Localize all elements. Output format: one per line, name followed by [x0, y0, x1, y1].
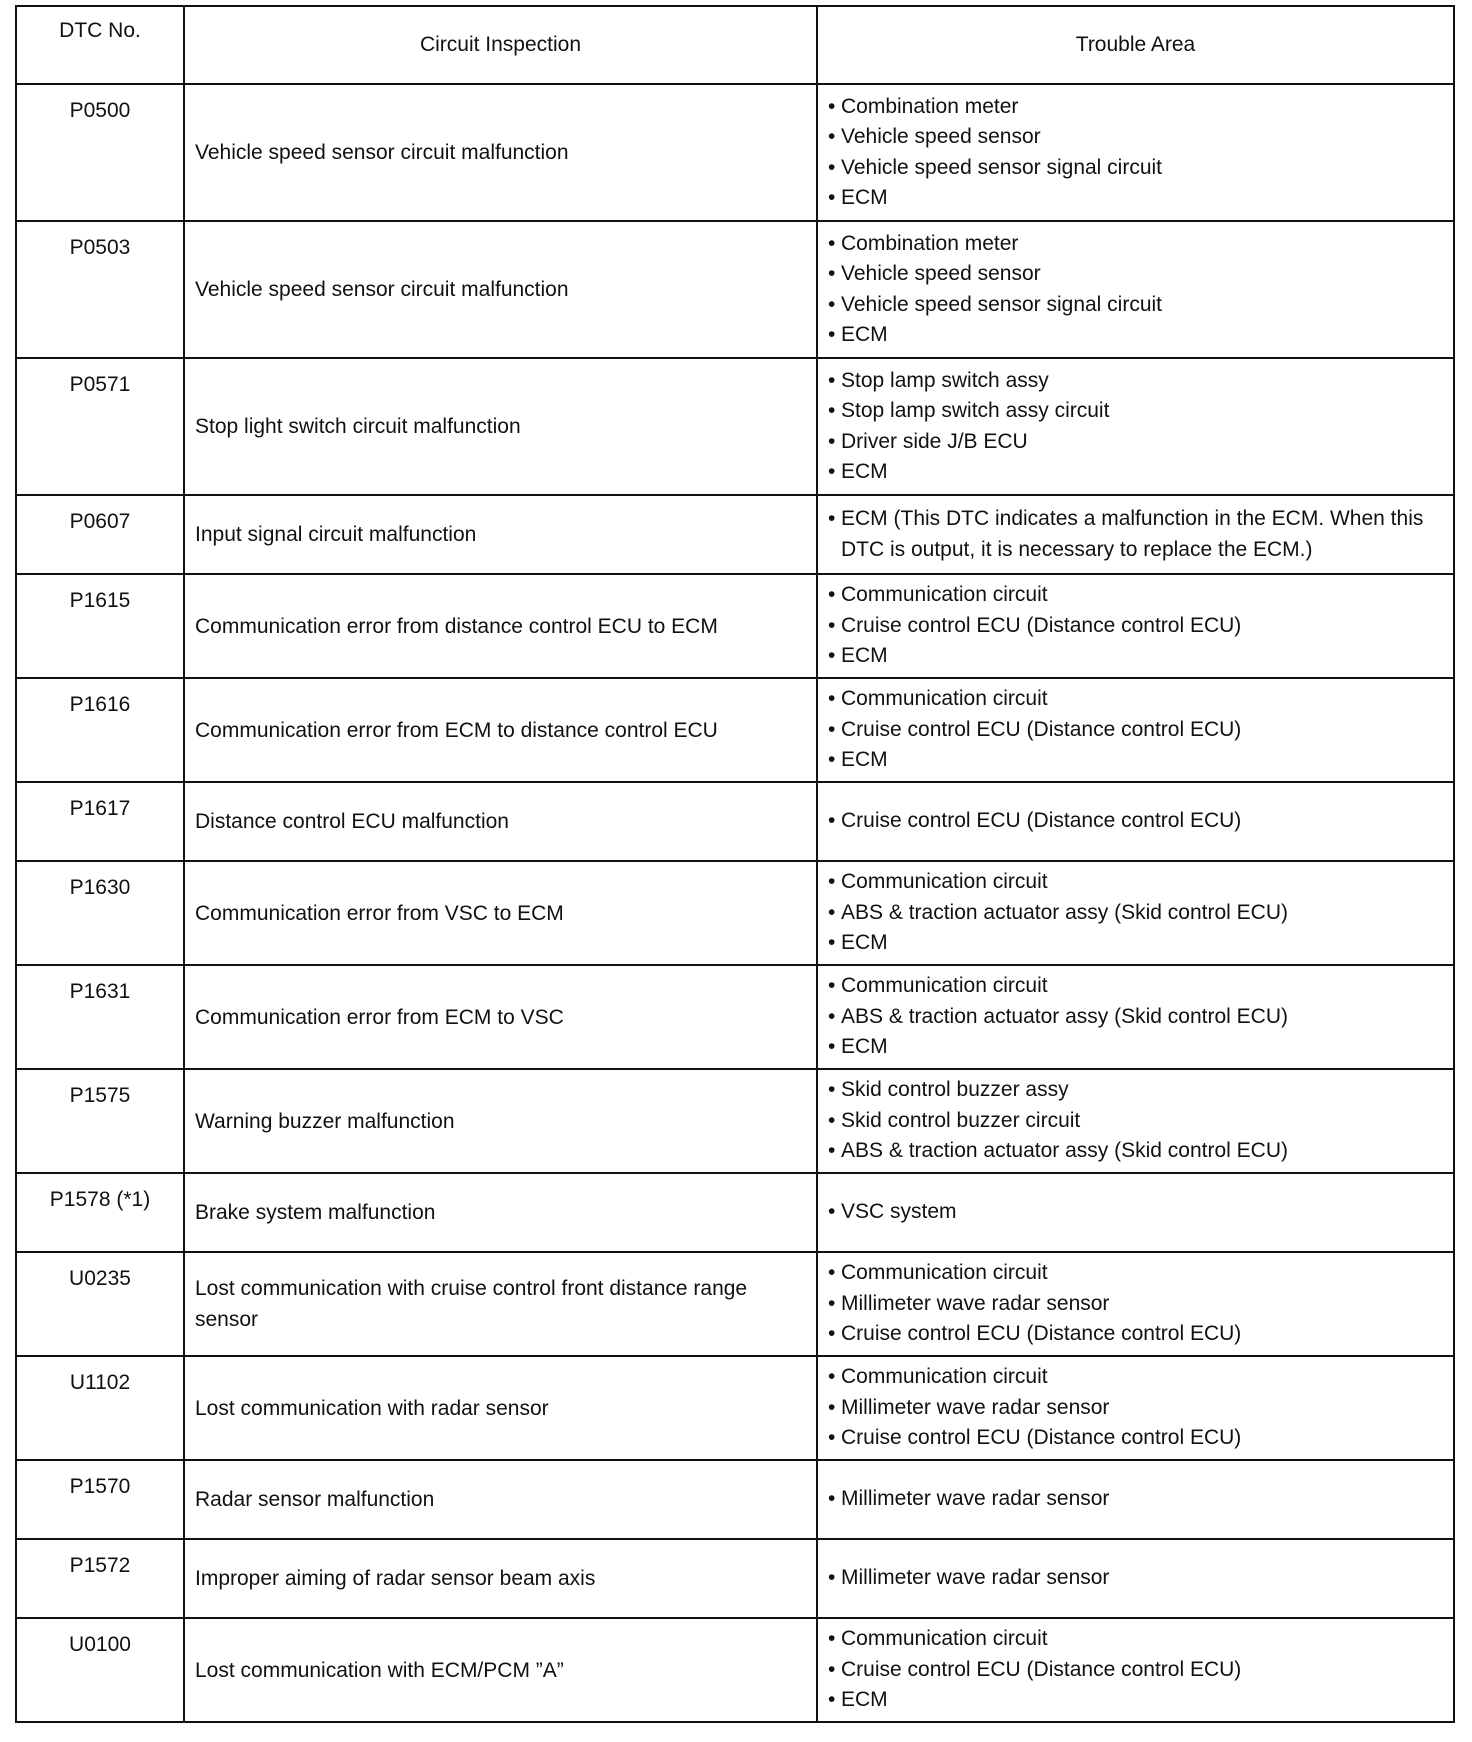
trouble-area-item: • ABS & traction actuator assy (Skid control ECU): [828, 1136, 1443, 1167]
trouble-area-list: [828, 580, 1443, 672]
trouble-area-cell: [817, 574, 1454, 678]
circuit-inspection-cell: Communication error from VSC to ECM: [184, 861, 817, 965]
trouble-area-list: [828, 1484, 1443, 1515]
dtc-code-cell: P1570: [16, 1460, 184, 1539]
trouble-area-item: • Communication circuit: [828, 1362, 1443, 1393]
circuit-inspection-cell: Vehicle speed sensor circuit malfunction: [184, 84, 817, 221]
trouble-area-list: [828, 1563, 1443, 1594]
header-circuit-inspection: Circuit Inspection: [184, 6, 817, 84]
circuit-inspection-cell: Communication error from ECM to VSC: [184, 965, 817, 1069]
table-row: [16, 574, 1454, 678]
table-row: [16, 495, 1454, 574]
trouble-area-cell: [817, 221, 1454, 358]
circuit-inspection-cell: Communication error from distance control ECU to ECM: [184, 574, 817, 678]
trouble-area-item: • Millimeter wave radar sensor: [828, 1563, 1443, 1594]
trouble-area-list: [828, 806, 1443, 837]
dtc-table: [15, 5, 1455, 1723]
trouble-area-cell: [817, 678, 1454, 782]
table-row: [16, 358, 1454, 495]
dtc-code-cell: P1630: [16, 861, 184, 965]
dtc-code-cell: P1616: [16, 678, 184, 782]
trouble-area-cell: [817, 1173, 1454, 1252]
circuit-inspection-cell: Improper aiming of radar sensor beam axis: [184, 1539, 817, 1618]
dtc-code-cell: P0503: [16, 221, 184, 358]
table-row: [16, 84, 1454, 221]
trouble-area-item: • Communication circuit: [828, 867, 1443, 898]
circuit-inspection-cell: Brake system malfunction: [184, 1173, 817, 1252]
circuit-inspection-cell: Radar sensor malfunction: [184, 1460, 817, 1539]
table-row: [16, 782, 1454, 861]
trouble-area-item: • ECM: [828, 641, 1443, 672]
dtc-code-cell: P0500: [16, 84, 184, 221]
trouble-area-item: • Cruise control ECU (Distance control ECU): [828, 1655, 1443, 1686]
table-row: [16, 965, 1454, 1069]
trouble-area-list: [828, 1075, 1443, 1167]
trouble-area-item: • Skid control buzzer assy: [828, 1075, 1443, 1106]
trouble-area-item: • Cruise control ECU (Distance control ECU): [828, 1319, 1443, 1350]
dtc-code-cell: P0607: [16, 495, 184, 574]
trouble-area-list: [828, 1258, 1443, 1350]
trouble-area-item: • ABS & traction actuator assy (Skid control ECU): [828, 898, 1443, 929]
table-body: [16, 84, 1454, 1722]
trouble-area-item: • VSC system: [828, 1197, 1443, 1228]
trouble-area-item: • ECM: [828, 745, 1443, 776]
trouble-area-item: • Communication circuit: [828, 1624, 1443, 1655]
trouble-area-cell: [817, 84, 1454, 221]
trouble-area-item: • Stop lamp switch assy: [828, 366, 1443, 397]
trouble-area-item: • ECM: [828, 1032, 1443, 1063]
table-header-row: [16, 6, 1454, 84]
trouble-area-item: • Stop lamp switch assy circuit: [828, 396, 1443, 427]
dtc-code-cell: P1617: [16, 782, 184, 861]
trouble-area-item: • ECM: [828, 1685, 1443, 1716]
trouble-area-list: [828, 867, 1443, 959]
dtc-code-cell: P1572: [16, 1539, 184, 1618]
trouble-area-item: • ABS & traction actuator assy (Skid control ECU): [828, 1002, 1443, 1033]
dtc-code-cell: P1575: [16, 1069, 184, 1173]
trouble-area-item: • ECM: [828, 320, 1443, 351]
trouble-area-item: • ECM: [828, 183, 1443, 214]
trouble-area-item: • ECM: [828, 457, 1443, 488]
trouble-area-item: • Cruise control ECU (Distance control ECU): [828, 611, 1443, 642]
circuit-inspection-cell: Lost communication with cruise control front distance range sensor: [184, 1252, 817, 1356]
trouble-area-cell: [817, 1356, 1454, 1460]
dtc-code-cell: P0571: [16, 358, 184, 495]
table-row: [16, 861, 1454, 965]
dtc-code-cell: U1102: [16, 1356, 184, 1460]
trouble-area-item: • ECM: [828, 928, 1443, 959]
trouble-area-cell: [817, 1252, 1454, 1356]
trouble-area-cell: [817, 1539, 1454, 1618]
dtc-code-cell: U0235: [16, 1252, 184, 1356]
table-row: [16, 1173, 1454, 1252]
circuit-inspection-cell: Communication error from ECM to distance control ECU: [184, 678, 817, 782]
trouble-area-list: [828, 1197, 1443, 1228]
trouble-area-item: • Cruise control ECU (Distance control ECU): [828, 1423, 1443, 1454]
trouble-area-item: • Communication circuit: [828, 971, 1443, 1002]
trouble-area-item: • Vehicle speed sensor signal circuit: [828, 290, 1443, 321]
trouble-area-item: • Millimeter wave radar sensor: [828, 1393, 1443, 1424]
circuit-inspection-cell: Distance control ECU malfunction: [184, 782, 817, 861]
trouble-area-item: • Combination meter: [828, 229, 1443, 260]
header-trouble-area: Trouble Area: [817, 6, 1454, 84]
trouble-area-item: • Millimeter wave radar sensor: [828, 1484, 1443, 1515]
trouble-area-cell: [817, 495, 1454, 574]
table-row: [16, 1539, 1454, 1618]
trouble-area-item: • Vehicle speed sensor: [828, 259, 1443, 290]
table-row: [16, 1618, 1454, 1722]
trouble-area-item: • Millimeter wave radar sensor: [828, 1289, 1443, 1320]
trouble-area-item: • Cruise control ECU (Distance control ECU): [828, 806, 1443, 837]
table-row: [16, 1069, 1454, 1173]
trouble-area-cell: [817, 1460, 1454, 1539]
trouble-area-cell: [817, 861, 1454, 965]
circuit-inspection-cell: Lost communication with radar sensor: [184, 1356, 817, 1460]
trouble-area-cell: [817, 1618, 1454, 1722]
trouble-area-list: [828, 229, 1443, 351]
trouble-area-cell: [817, 1069, 1454, 1173]
circuit-inspection-cell: Vehicle speed sensor circuit malfunction: [184, 221, 817, 358]
trouble-area-cell: [817, 782, 1454, 861]
trouble-area-item: • Driver side J/B ECU: [828, 427, 1443, 458]
trouble-area-item: • Skid control buzzer circuit: [828, 1106, 1443, 1137]
dtc-code-cell: P1578 (*1): [16, 1173, 184, 1252]
circuit-inspection-cell: Input signal circuit malfunction: [184, 495, 817, 574]
table-row: [16, 1356, 1454, 1460]
circuit-inspection-cell: Stop light switch circuit malfunction: [184, 358, 817, 495]
trouble-area-list: [828, 92, 1443, 214]
table-row: [16, 678, 1454, 782]
trouble-area-list: [828, 504, 1443, 565]
trouble-area-item: • Vehicle speed sensor: [828, 122, 1443, 153]
table-row: [16, 1252, 1454, 1356]
trouble-area-item: • Communication circuit: [828, 684, 1443, 715]
trouble-area-list: [828, 971, 1443, 1063]
dtc-code-cell: U0100: [16, 1618, 184, 1722]
trouble-area-item: • Combination meter: [828, 92, 1443, 123]
table-row: [16, 221, 1454, 358]
trouble-area-cell: [817, 358, 1454, 495]
trouble-area-item: • Communication circuit: [828, 1258, 1443, 1289]
trouble-area-list: [828, 366, 1443, 488]
trouble-area-item: • ECM (This DTC indicates a malfunction in the ECM. When this DTC is output, it is necessary to replace the ECM.): [828, 504, 1443, 565]
trouble-area-list: [828, 1362, 1443, 1454]
header-dtc-no: DTC No.: [16, 6, 184, 84]
dtc-code-cell: P1615: [16, 574, 184, 678]
trouble-area-item: • Communication circuit: [828, 580, 1443, 611]
circuit-inspection-cell: Warning buzzer malfunction: [184, 1069, 817, 1173]
circuit-inspection-cell: Lost communication with ECM/PCM ”A”: [184, 1618, 817, 1722]
dtc-code-cell: P1631: [16, 965, 184, 1069]
trouble-area-item: • Cruise control ECU (Distance control ECU): [828, 715, 1443, 746]
trouble-area-list: [828, 1624, 1443, 1716]
trouble-area-item: • Vehicle speed sensor signal circuit: [828, 153, 1443, 184]
trouble-area-list: [828, 684, 1443, 776]
table-row: [16, 1460, 1454, 1539]
trouble-area-cell: [817, 965, 1454, 1069]
